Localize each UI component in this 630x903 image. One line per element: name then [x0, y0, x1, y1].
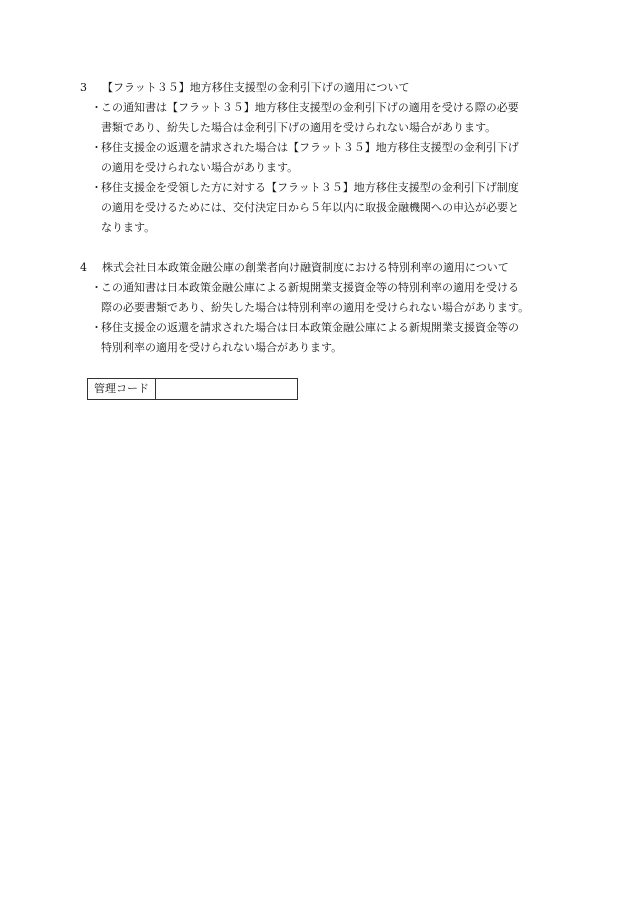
bullet-item — [80, 278, 561, 318]
bullet-line: 特別利率の適用を受けられない場合があります。 — [101, 341, 343, 354]
bullet-item — [80, 98, 561, 138]
bullet-mark: ・ — [91, 141, 102, 154]
bullet-line: なります。 — [101, 221, 156, 234]
bullet-line: この通知書は日本政策金融公庫による新規開業支援資金等の特別利率の適用を受ける — [101, 281, 519, 294]
bullet-list — [80, 278, 560, 358]
bullet-mark: ・ — [91, 281, 102, 294]
bullet-mark: ・ — [91, 321, 102, 334]
bullet-line: この通知書は【フラット３５】地方移住支援型の金利引下げの適用を受ける際の必要 — [101, 101, 519, 114]
bullet-line: 際の必要書類であり、紛失した場合は特別利率の適用を受けられない場合があります。 — [101, 301, 530, 314]
section-heading — [80, 258, 560, 278]
section-heading — [80, 78, 560, 98]
section-number: 3 — [80, 81, 87, 94]
bullet-line: 書類であり、紛失した場合は金利引下げの適用を受けられない場合があります。 — [101, 121, 497, 134]
management-code-label: 管理コード — [88, 379, 156, 399]
bullet-item — [80, 138, 561, 178]
bullet-line: 移住支援金を受領した方に対する【フラット３５】地方移住支援型の金利引下げ制度 — [101, 181, 519, 194]
bullet-item — [80, 178, 561, 238]
management-code-value — [156, 379, 297, 399]
bullet-item — [80, 318, 561, 358]
section-title: 【フラット３５】地方移住支援型の金利引下げの適用について — [102, 81, 410, 94]
bullet-line: 移住支援金の返還を請求された場合は【フラット３５】地方移住支援型の金利引下げ — [101, 141, 519, 154]
bullet-line: の適用を受けられない場合があります。 — [101, 161, 299, 174]
bullet-mark: ・ — [91, 101, 102, 114]
section-3 — [80, 78, 560, 238]
bullet-list — [80, 98, 560, 238]
bullet-mark: ・ — [91, 181, 102, 194]
section-title: 株式会社日本政策金融公庫の創業者向け融資制度における特別利率の適用について — [102, 261, 509, 274]
management-code-box — [87, 378, 298, 400]
section-number: 4 — [80, 261, 87, 274]
bullet-line: の適用を受けるためには、交付決定日から５年以内に取扱金融機関への申込が必要と — [101, 201, 519, 214]
bullet-line: 移住支援金の返還を請求された場合は日本政策金融公庫による新規開業支援資金等の — [101, 321, 519, 334]
section-4 — [80, 258, 560, 358]
